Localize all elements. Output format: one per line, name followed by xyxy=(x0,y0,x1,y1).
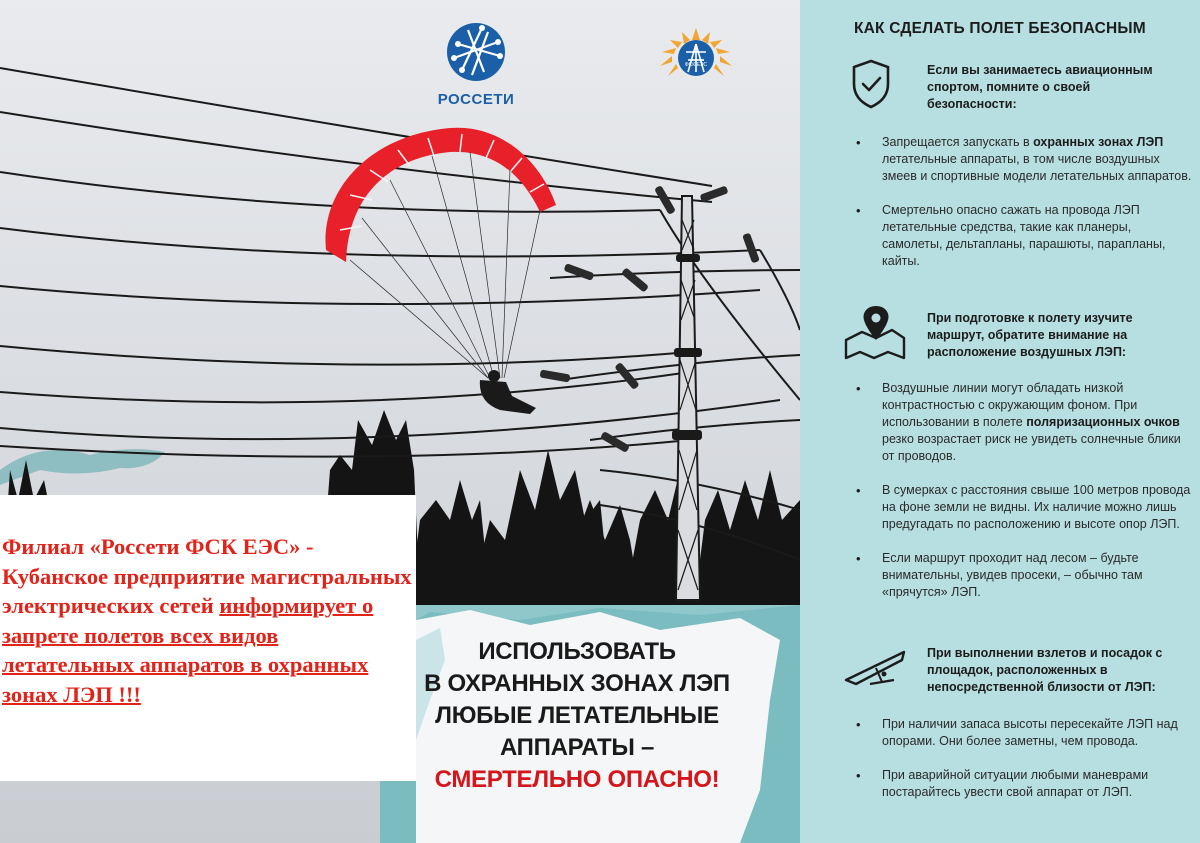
rosseti-logo xyxy=(426,20,526,108)
rosseti-globe-icon xyxy=(444,20,508,84)
fsk-sun-icon xyxy=(648,24,744,84)
section-3-list xyxy=(850,716,1195,801)
fsk-logo xyxy=(648,24,744,89)
section-3-heading: При выполнении взлетов и посадок с площадок, расположенных в непосредственной близости от ЛЭП: xyxy=(927,646,1163,694)
fsk-logo-text: ФСК ЕЭС xyxy=(684,62,708,68)
section-2-list xyxy=(850,380,1195,601)
slogan-line-1: ИСПОЛЬЗОВАТЬ xyxy=(478,638,676,665)
list-item: • При аварийной ситуации любыми маневрами постарайтесь увести свой аппарат от ЛЭП. xyxy=(850,767,1195,801)
notice-text xyxy=(2,532,414,709)
notice-text-part2: информирует о запрете полетов всех видов летательных аппаратов в охранных зонах ЛЭП !!! xyxy=(2,593,374,707)
section-1-heading: Если вы занимаетесь авиационным спортом, помните о своей безопасности: xyxy=(927,63,1153,111)
list-item: • Смертельно опасно сажать на провода ЛЭП летательные средства, такие как планеры, самолеты, дельтапланы, парашюты, парапланы, кайты. xyxy=(850,202,1195,270)
slogan xyxy=(412,636,742,796)
hang-glider-icon xyxy=(842,646,912,692)
list-item: • В сумерках с расстояния свыше 100 метров провода на фоне земли не видны. Их наличие можно лишь предугадать по расположению и высоте опор ЛЭП. xyxy=(850,482,1195,533)
list-item: • Если маршрут проходит над лесом – будьте внимательны, увидев просеки, – обычно там «прячутся» ЛЭП. xyxy=(850,550,1195,601)
slogan-line-3: ЛЮБЫЕ ЛЕТАТЕЛЬНЫЕ xyxy=(435,702,719,729)
panel-title: КАК СДЕЛАТЬ ПОЛЕТ БЕЗОПАСНЫМ xyxy=(854,20,1146,37)
shield-check-icon xyxy=(850,58,892,110)
section-1-list xyxy=(850,134,1195,270)
list-item: • При наличии запаса высоты пересекайте ЛЭП над опорами. Они более заметны, чем провода. xyxy=(850,716,1195,750)
section-2-heading: При подготовке к полету изучите маршрут, обратите внимание на расположение воздушных ЛЭП: xyxy=(927,311,1133,359)
paraglider xyxy=(326,128,556,414)
slogan-line-4: АППАРАТЫ – xyxy=(499,734,655,761)
slogan-line-2: В ОХРАННЫХ ЗОНАХ ЛЭП xyxy=(424,670,730,697)
slogan-danger: СМЕРТЕЛЬНО ОПАСНО! xyxy=(434,766,720,793)
rosseti-logo-text: РОССЕТИ xyxy=(437,91,515,108)
list-item: • Запрещается запускать в охранных зонах ЛЭП летательные аппараты, в том числе воздушных змеев и спортивные модели летательных аппаратов. xyxy=(850,134,1195,185)
notice-text-part1: Филиал «Россети ФСК ЕЭС» - Кубанское предприятие магистральных электрических сетей xyxy=(2,534,412,618)
list-item: • Воздушные линии могут обладать низкой контрастностью с окружающим фоном. При использовании в полете поляризационных очков резко возрастает риск не увидеть солнечные блики от проводов. xyxy=(850,380,1195,465)
map-pin-icon xyxy=(842,302,908,362)
safety-panel xyxy=(800,0,1200,843)
